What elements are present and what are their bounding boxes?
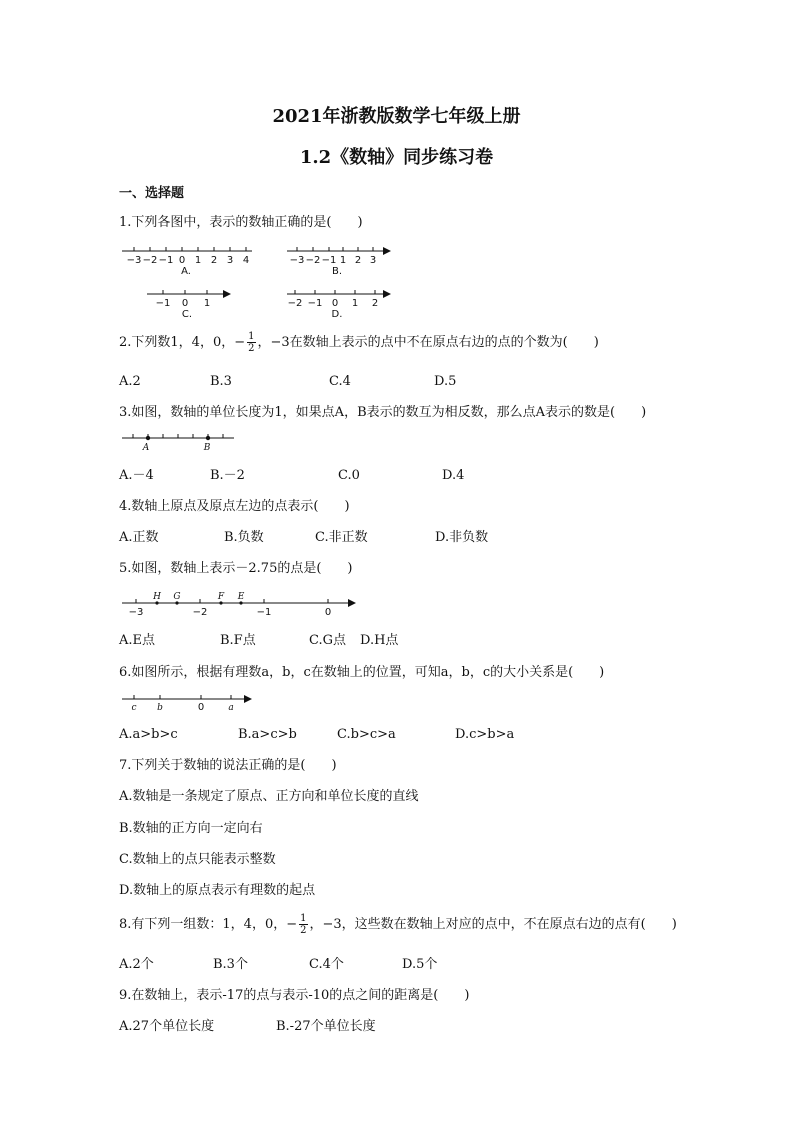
q5-tick-label: −2 xyxy=(192,607,208,618)
fraction-denominator: 2 xyxy=(248,343,255,354)
q1a-tick-label: 4 xyxy=(242,255,250,266)
q7-option-c: C.数轴上的点只能表示整数 xyxy=(119,852,276,867)
q3-option-c: C.0 xyxy=(338,468,360,483)
question-3: 3.如图，数轴的单位长度为1，如果点A，B表示的数互为相反数，那么点A表示的数是( ) xyxy=(119,405,647,420)
arrow-right-icon xyxy=(244,695,252,703)
q6-option-a: A.a>b>c xyxy=(119,727,178,742)
point-f-label: F xyxy=(217,592,225,602)
q5-option-b: B.F点 xyxy=(220,633,256,648)
question-7: 7.下列关于数轴的说法正确的是( ) xyxy=(119,758,337,773)
q1-figure-a xyxy=(120,241,255,277)
q5-option-a: A.E点 xyxy=(119,633,156,648)
q2-minus: − xyxy=(234,335,246,350)
q1d-tick-label: 0 xyxy=(331,298,339,309)
point-e-label: E xyxy=(237,592,245,602)
q1c-tick-label: 1 xyxy=(203,298,211,309)
q1-figure-b xyxy=(285,241,395,277)
point-b-label: b xyxy=(157,703,163,713)
q1-figure-c xyxy=(145,284,235,320)
worksheet-title: 2021年浙教版数学七年级上册 xyxy=(272,106,521,127)
q1a-tick-label: −2 xyxy=(142,255,158,266)
q9-option-a: A.27个单位长度 xyxy=(119,1019,215,1034)
q2-option-b: B.3 xyxy=(210,374,232,389)
q8-option-b: B.3个 xyxy=(213,957,248,972)
q1-figure-d xyxy=(285,284,395,320)
q1c-option-label: C. xyxy=(181,309,193,320)
q1a-tick-label: 2 xyxy=(210,255,218,266)
q1b-tick-label: −2 xyxy=(305,255,321,266)
point-b xyxy=(206,436,210,440)
question-4: 4.数轴上原点及原点左边的点表示( ) xyxy=(119,499,350,514)
q7-option-d: D.数轴上的原点表示有理数的起点 xyxy=(119,883,316,898)
q5-tick-label: −1 xyxy=(256,607,272,618)
q9-option-b: B.-27个单位长度 xyxy=(276,1019,376,1034)
arrow-right-icon xyxy=(223,290,231,298)
point-b-label: B xyxy=(203,443,211,453)
point-a xyxy=(146,436,150,440)
q1d-tick-label: 1 xyxy=(351,298,359,309)
section-heading: 一、选择题 xyxy=(119,186,185,201)
point-g-label: G xyxy=(173,592,181,602)
q6-number-line xyxy=(120,692,260,714)
q1a-option-label: A. xyxy=(181,266,191,277)
question-5: 5.如图，数轴上表示－2.75的点是( ) xyxy=(119,561,353,576)
q5-option-c: C.G点 xyxy=(309,633,347,648)
q4-option-b: B.负数 xyxy=(224,530,264,545)
q6-option-c: C.b>c>a xyxy=(337,727,396,742)
fraction xyxy=(299,913,307,936)
q1a-tick-label: 1 xyxy=(194,255,202,266)
q3-number-line xyxy=(120,430,240,456)
q5-tick-label: 0 xyxy=(324,607,332,618)
q1c-tick-label: −1 xyxy=(155,298,171,309)
q6-option-b: B.a>c>b xyxy=(238,727,297,742)
arrow-right-icon xyxy=(383,247,391,255)
q5-number-line xyxy=(120,590,360,620)
q3-option-a: A.－4 xyxy=(119,468,154,483)
q1b-option-label: B. xyxy=(331,266,343,277)
arrow-right-icon xyxy=(383,290,391,298)
q1d-tick-label: −1 xyxy=(307,298,323,309)
q4-option-c: C.非正数 xyxy=(315,530,368,545)
q1a-tick-label: 3 xyxy=(226,255,234,266)
point-a-label: a xyxy=(228,703,234,713)
q1c-tick-label: 0 xyxy=(181,298,189,309)
question-1: 1.下列各图中，表示的数轴正确的是( ) xyxy=(119,215,363,230)
q1b-tick-label: −1 xyxy=(321,255,337,266)
point-c-label: c xyxy=(131,703,137,713)
fraction-denominator: 2 xyxy=(300,925,307,936)
question-9: 9.在数轴上，表示-17的点与表示-10的点之间的距离是( ) xyxy=(119,988,470,1003)
fraction xyxy=(247,331,255,354)
q7-option-b: B.数轴的正方向一定向右 xyxy=(119,821,263,836)
arrow-right-icon xyxy=(348,599,356,607)
q3-option-b: B.－2 xyxy=(210,468,245,483)
q2-option-c: C.4 xyxy=(329,374,351,389)
q1a-tick-label: −1 xyxy=(158,255,174,266)
q4-option-a: A.正数 xyxy=(119,530,159,545)
q1d-option-label: D. xyxy=(331,309,343,320)
q1d-tick-label: 2 xyxy=(371,298,379,309)
q8-minus: − xyxy=(286,917,298,932)
q2-option-d: D.5 xyxy=(434,374,457,389)
q5-tick-label: −3 xyxy=(128,607,144,618)
q1b-tick-label: 1 xyxy=(339,255,347,266)
origin-label: 0 xyxy=(197,702,205,713)
question-6: 6.如图所示，根据有理数a，b，c在数轴上的位置，可知a，b，c的大小关系是( ) xyxy=(119,665,605,680)
question-8 xyxy=(119,912,677,938)
q8-text-post: ，−3，这些数在数轴上对应的点中，不在原点右边的点有( ) xyxy=(309,917,677,932)
q8-option-d: D.5个 xyxy=(402,957,438,972)
q5-option-d: D.H点 xyxy=(360,633,399,648)
q3-option-d: D.4 xyxy=(442,468,465,483)
q1b-tick-label: 3 xyxy=(369,255,377,266)
point-a-label: A xyxy=(142,443,150,453)
q2-text-pre: 2.下列数1，4，0， xyxy=(119,335,235,350)
q8-option-a: A.2个 xyxy=(119,957,154,972)
q8-option-c: C.4个 xyxy=(309,957,344,972)
q8-text-pre: 8.有下列一组数：1，4，0， xyxy=(119,917,287,932)
question-2 xyxy=(119,330,599,356)
q2-option-a: A.2 xyxy=(119,374,141,389)
q1b-tick-label: 2 xyxy=(354,255,362,266)
fraction-numerator: 1 xyxy=(248,331,255,342)
worksheet-subtitle: 1.2《数轴》同步练习卷 xyxy=(299,147,494,168)
q7-option-a: A.数轴是一条规定了原点、正方向和单位长度的直线 xyxy=(119,789,419,804)
q2-text-post: ，−3在数轴上表示的点中不在原点右边的点的个数为( ) xyxy=(257,335,599,350)
q1d-tick-label: −2 xyxy=(287,298,303,309)
q1a-tick-label: 0 xyxy=(178,255,186,266)
q6-option-d: D.c>b>a xyxy=(455,727,515,742)
fraction-numerator: 1 xyxy=(300,913,307,924)
q1b-tick-label: −3 xyxy=(289,255,305,266)
q1a-tick-label: −3 xyxy=(126,255,142,266)
point-h-label: H xyxy=(153,592,161,602)
q4-option-d: D.非负数 xyxy=(435,530,489,545)
